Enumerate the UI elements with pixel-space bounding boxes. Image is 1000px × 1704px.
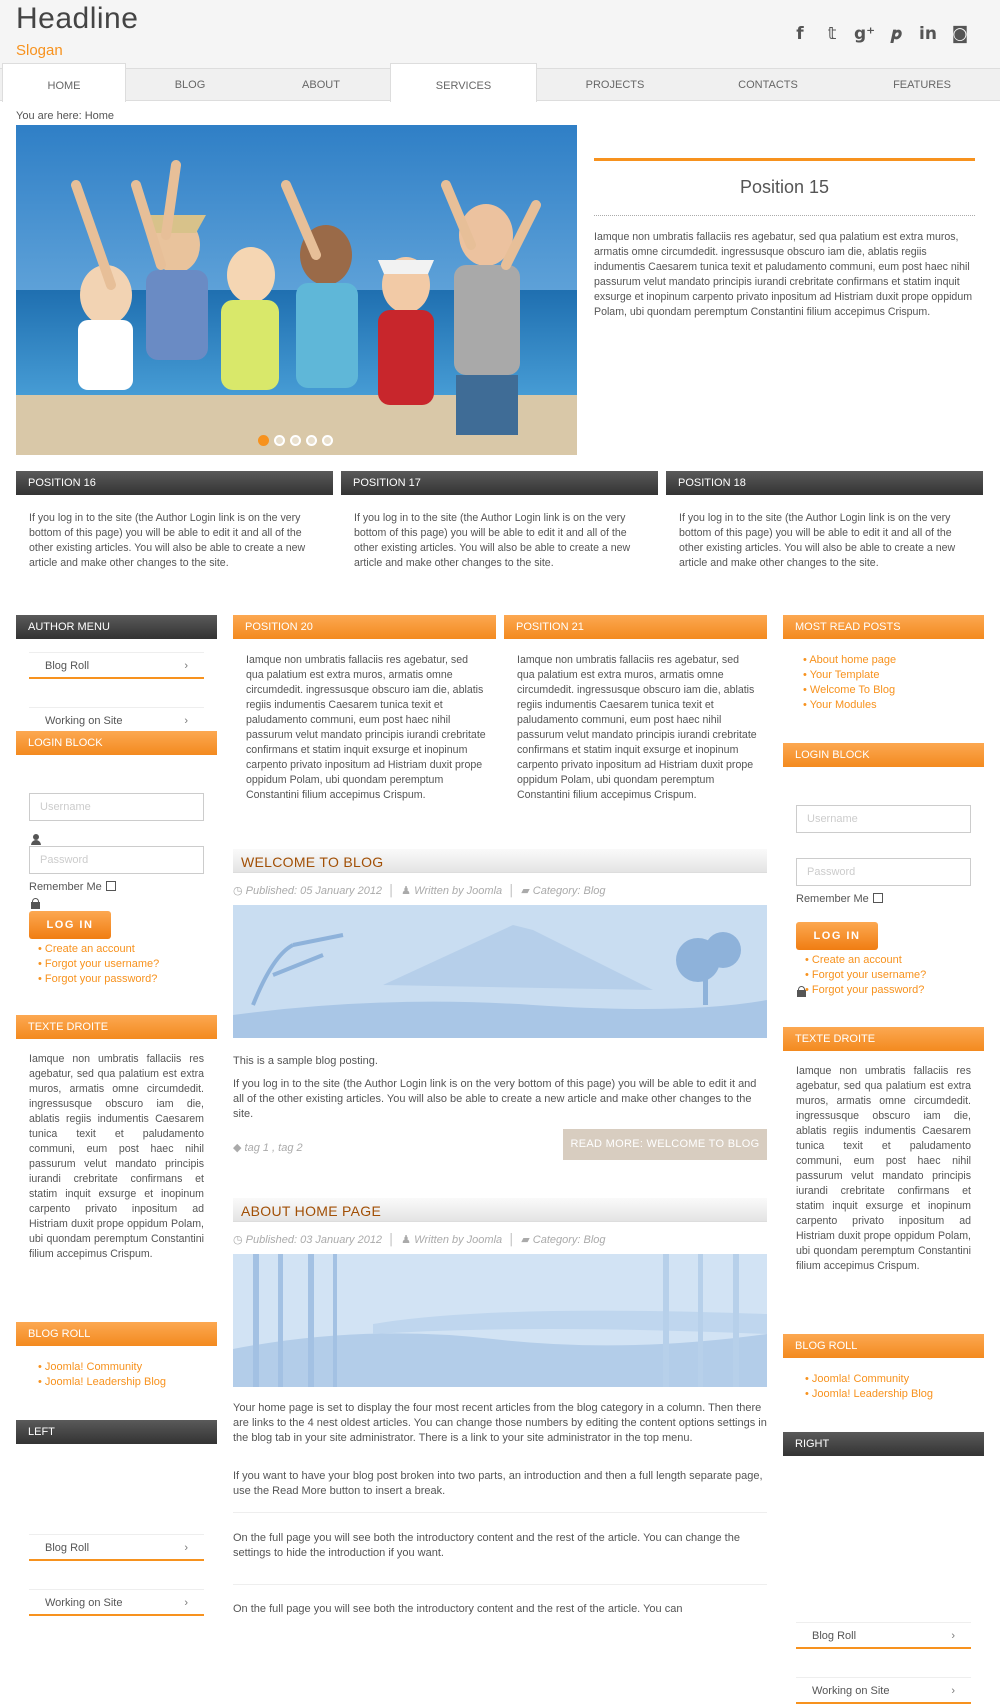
most-read-link[interactable]: • Your Modules bbox=[803, 698, 896, 713]
menu-item-label: Blog Roll bbox=[45, 660, 90, 672]
most-read-link[interactable]: • Welcome To Blog bbox=[803, 683, 896, 698]
article-meta: ◷ Published: 05 January 2012 │ ♟ Written by Joomla │ ▰ Category: Blog bbox=[233, 885, 606, 897]
pinterest-icon[interactable]: 𝒑 bbox=[890, 24, 902, 44]
texte-droite-header: TEXTE DROITE bbox=[783, 1027, 984, 1051]
forgot-username-link[interactable]: • Forgot your username? bbox=[38, 957, 159, 972]
remember-me bbox=[29, 881, 116, 893]
remember-me-label: Remember Me bbox=[796, 893, 869, 905]
author-menu-item-working-on-site[interactable] bbox=[29, 707, 204, 734]
slider-dot[interactable] bbox=[274, 435, 285, 446]
remember-me bbox=[796, 893, 883, 905]
username-input[interactable]: Username bbox=[29, 793, 204, 821]
tag-icon: ◆ bbox=[233, 1142, 242, 1154]
slider-dots bbox=[258, 435, 333, 446]
texte-droite-text: Iamque non umbratis fallaciis res agebatur, sed qua palatium est extra muros, armatis omne circumdedit. ingressusque obscuro iam die, ablatis regiis indumentis Caesarem tunica texit et paludamento communi, eum post haec nihil passurum velut mandato principis iurandi crebritate confirmans et statim inquit exsurge et inopinum carpento privato inpositum ad Histriam duxit prope oppidum Polam, ubi quondam peremptum Constantini filium accepimus Crispum. bbox=[796, 1065, 971, 1272]
position15-divider bbox=[594, 215, 975, 216]
position16-header: POSITION 16 bbox=[16, 471, 333, 495]
chevron-right-icon: › bbox=[184, 660, 188, 672]
menu-item-label: Blog Roll bbox=[812, 1630, 857, 1642]
right-menu-item-blog-roll[interactable] bbox=[796, 1622, 971, 1649]
most-read-link[interactable]: • About home page bbox=[803, 653, 896, 668]
create-account-link[interactable]: • Create an account bbox=[38, 942, 159, 957]
chevron-right-icon: › bbox=[184, 1597, 188, 1609]
nav-features[interactable]: FEATURES bbox=[893, 79, 951, 91]
author-menu-item-blog-roll[interactable] bbox=[29, 652, 204, 679]
user-icon: ♟ bbox=[401, 885, 412, 897]
site-headline[interactable]: Headline bbox=[16, 2, 139, 35]
blog-roll-header: BLOG ROLL bbox=[16, 1322, 217, 1346]
nav-about[interactable]: ABOUT bbox=[302, 79, 340, 91]
user-icon: ♟ bbox=[401, 1234, 412, 1246]
slider-dot[interactable] bbox=[290, 435, 301, 446]
most-read-header: MOST READ POSTS bbox=[783, 615, 984, 639]
chevron-right-icon: › bbox=[951, 1685, 955, 1697]
remember-me-checkbox[interactable] bbox=[873, 893, 883, 903]
article-author: Written by Joomla bbox=[414, 1234, 503, 1246]
most-read-link[interactable]: • Your Template bbox=[803, 668, 896, 683]
position18-text: If you log in to the site (the Author Login link is on the very bottom of this page) you will be able to edit it and all of the other existing articles. You will also be able to create a new article and make other changes to the site. bbox=[679, 512, 956, 569]
left-menu-header: LEFT bbox=[16, 1420, 217, 1444]
left-menu-item-blog-roll[interactable] bbox=[29, 1534, 204, 1561]
position17-header: POSITION 17 bbox=[341, 471, 658, 495]
joomla-leadership-blog-link[interactable]: • Joomla! Leadership Blog bbox=[38, 1375, 166, 1390]
read-more-button[interactable]: READ MORE: WELCOME TO BLOG bbox=[563, 1129, 767, 1160]
position15-accent-bar bbox=[594, 158, 975, 161]
login-links bbox=[38, 942, 159, 987]
texte-droite-header: TEXTE DROITE bbox=[16, 1015, 217, 1039]
password-input[interactable]: Password bbox=[29, 846, 204, 874]
blog-roll-header: BLOG ROLL bbox=[783, 1334, 984, 1358]
article-meta: ◷ Published: 03 January 2012 │ ♟ Written by Joomla │ ▰ Category: Blog bbox=[233, 1234, 606, 1246]
right-menu-header: RIGHT bbox=[783, 1432, 984, 1456]
position18-header: POSITION 18 bbox=[666, 471, 983, 495]
article-paragraph: On the full page you will see both the introductory content and the rest of the article. You can bbox=[233, 1603, 683, 1615]
nav-services[interactable]: SERVICES bbox=[390, 63, 537, 102]
remember-me-label: Remember Me bbox=[29, 881, 102, 893]
position20-text: Iamque non umbratis fallaciis res agebatur, sed qua palatium est extra muros, armatis omne circumdedit. ingressusque obscuro iam die, ablatis regiis indumentis Caesarem tunica texit et paludamento communi, eum post haec nihil passurum velut mandato principis iurandi crebritate confirmans et statim inquit exsurge et inopinum carpento privato inpositum ad Histriam duxit prope oppidum Polam, ubi quondam peremptum Constantini filium accepimus Crispum. bbox=[246, 654, 486, 801]
clock-icon: ◷ bbox=[233, 1234, 243, 1246]
article-image-bamboo bbox=[233, 1254, 767, 1387]
twitter-icon[interactable]: 𝕥 bbox=[827, 24, 837, 44]
forgot-username-link[interactable]: • Forgot your username? bbox=[805, 968, 926, 983]
slider-dot[interactable] bbox=[258, 435, 269, 446]
folder-icon: ▰ bbox=[521, 885, 530, 897]
slider-dot[interactable] bbox=[322, 435, 333, 446]
position17-text: If you log in to the site (the Author Login link is on the very bottom of this page) you will be able to edit it and all of the other existing articles. You will also be able to create a new article and make other changes to the site. bbox=[354, 512, 631, 569]
joomla-community-link[interactable]: • Joomla! Community bbox=[805, 1372, 933, 1387]
instagram-icon[interactable]: ◙ bbox=[951, 24, 969, 44]
most-read-links bbox=[803, 653, 896, 713]
article-paragraph: If you want to have your blog post broken into two parts, an introduction and then a full length separate page, use the Read More button to insert a break. bbox=[233, 1470, 763, 1497]
article-category[interactable]: Category: Blog bbox=[532, 1234, 606, 1246]
article-paragraph: On the full page you will see both the introductory content and the rest of the article. You can change the settings to hide the introduction if you want. bbox=[233, 1532, 740, 1559]
login-block-header: LOGIN BLOCK bbox=[783, 743, 984, 767]
menu-item-label: Working on Site bbox=[45, 1597, 123, 1609]
nav-projects[interactable]: PROJECTS bbox=[585, 79, 645, 91]
texte-droite-text: Iamque non umbratis fallaciis res agebatur, sed qua palatium est extra muros, armatis omne circumdedit. ingressusque obscuro iam die, ablatis regiis indumentis Caesarem tunica texit et paludamento communi, eum post haec nihil passurum velut mandato principis iurandi crebritate confirmans et statim inquit exsurge et inopinum carpento privato inpositum ad Histriam duxit prope oppidum Polam, ubi quondam peremptum Constantini filium accepimus Crispum. bbox=[29, 1053, 204, 1260]
user-icon bbox=[31, 834, 41, 845]
facebook-icon[interactable]: f bbox=[796, 24, 804, 44]
create-account-link[interactable]: • Create an account bbox=[805, 953, 926, 968]
article-title-welcome-to-blog[interactable]: WELCOME TO BLOG bbox=[233, 849, 767, 873]
slider-dot[interactable] bbox=[306, 435, 317, 446]
menu-item-label: Working on Site bbox=[45, 715, 123, 727]
password-input[interactable]: Password bbox=[796, 858, 971, 886]
nav-contacts[interactable]: CONTACTS bbox=[738, 79, 798, 91]
position20-header: POSITION 20 bbox=[233, 615, 496, 639]
article-paragraph: Your home page is set to display the four most recent articles from the blog category in a column. Then there are links to the 4 nest oldest articles. You can change those numbers by editing the content options settings in the blog tab in your site administrator. There is a link to your site administrator in the top menu. bbox=[233, 1402, 767, 1444]
divider bbox=[233, 1512, 767, 1513]
nav-home[interactable]: HOME bbox=[2, 63, 126, 102]
joomla-leadership-blog-link[interactable]: • Joomla! Leadership Blog bbox=[805, 1387, 933, 1402]
hero-slider-image[interactable] bbox=[16, 125, 577, 455]
position16-text: If you log in to the site (the Author Login link is on the very bottom of this page) you will be able to edit it and all of the other existing articles. You will also be able to create a new article and make other changes to the site. bbox=[29, 512, 306, 569]
remember-me-checkbox[interactable] bbox=[106, 881, 116, 891]
nav-blog[interactable]: BLOG bbox=[174, 79, 206, 91]
login-button[interactable]: LOG IN bbox=[29, 911, 111, 939]
site-slogan: Slogan bbox=[16, 42, 63, 59]
position21-text: Iamque non umbratis fallaciis res agebatur, sed qua palatium est extra muros, armatis omne circumdedit. ingressusque obscuro iam die, ablatis regiis indumentis Caesarem tunica texit et paludamento communi, eum post haec nihil passurum velut mandato principis iurandi crebritate confirmans et statim inquit exsurge et inopinum carpento privato inpositum ad Histriam duxit prope oppidum Polam, ubi quondam peremptum Constantini filium accepimus Crispum. bbox=[517, 654, 757, 801]
linkedin-icon[interactable]: in bbox=[919, 24, 937, 44]
username-input[interactable]: Username bbox=[796, 805, 971, 833]
article-image-mountain bbox=[233, 905, 767, 1038]
joomla-community-link[interactable]: • Joomla! Community bbox=[38, 1360, 166, 1375]
chevron-right-icon: › bbox=[184, 1542, 188, 1554]
blog-roll-links bbox=[38, 1360, 166, 1390]
folder-icon: ▰ bbox=[521, 1234, 530, 1246]
article-title-about-home-page[interactable]: ABOUT HOME PAGE bbox=[233, 1198, 767, 1222]
position21-header: POSITION 21 bbox=[504, 615, 767, 639]
clock-icon: ◷ bbox=[233, 885, 243, 897]
login-links bbox=[805, 953, 926, 998]
article-tags bbox=[233, 1141, 303, 1154]
published-date: Published: 05 January 2012 bbox=[245, 885, 383, 897]
article-category[interactable]: Category: Blog bbox=[532, 885, 606, 897]
menu-item-label: Blog Roll bbox=[45, 1542, 90, 1554]
author-menu-header: AUTHOR MENU bbox=[16, 615, 217, 639]
lock-icon bbox=[31, 898, 40, 909]
chevron-right-icon: › bbox=[184, 715, 188, 727]
article-paragraph: If you log in to the site (the Author Login link is on the very bottom of this page) you will be able to edit it and all of the other existing articles. You will also be able to create a new article and make other changes to the site. bbox=[233, 1078, 757, 1120]
right-menu-item-working-on-site[interactable] bbox=[796, 1677, 971, 1704]
published-date: Published: 03 January 2012 bbox=[245, 1234, 383, 1246]
google-plus-icon[interactable]: g⁺ bbox=[854, 24, 876, 44]
divider bbox=[233, 1584, 767, 1585]
forgot-password-link[interactable]: • Forgot your password? bbox=[38, 972, 159, 987]
login-block-header: LOGIN BLOCK bbox=[16, 731, 217, 755]
login-button[interactable]: LOG IN bbox=[796, 922, 878, 950]
chevron-right-icon: › bbox=[951, 1630, 955, 1642]
tag-links[interactable]: tag 1 , tag 2 bbox=[244, 1142, 303, 1154]
blog-roll-links bbox=[805, 1372, 933, 1402]
forgot-password-link[interactable]: • Forgot your password? bbox=[805, 983, 926, 998]
menu-item-label: Working on Site bbox=[812, 1685, 890, 1697]
position15-title: Position 15 bbox=[739, 177, 830, 197]
left-menu-item-working-on-site[interactable] bbox=[29, 1589, 204, 1616]
social-icons bbox=[790, 24, 970, 44]
article-paragraph: This is a sample blog posting. bbox=[233, 1055, 378, 1067]
breadcrumb: You are here: Home bbox=[16, 110, 115, 122]
article-author: Written by Joomla bbox=[414, 885, 503, 897]
main-nav bbox=[0, 68, 1000, 101]
position15-text: Iamque non umbratis fallaciis res agebatur, sed qua palatium est extra muros, armatis omne circumdedit. ingressusque obscuro iam die, ablatis regiis indumentis Caesarem tunica texit et paludamento communi, eum post haec nihil passurum velut mandato principis iurandi crebritate confirmans et statim inquit exsurge et inopinum carpento privato inpositum ad Histriam duxit prope oppidum Polam, ubi quondam peremptum Constantini filium accepimus Crispum. bbox=[594, 231, 973, 318]
